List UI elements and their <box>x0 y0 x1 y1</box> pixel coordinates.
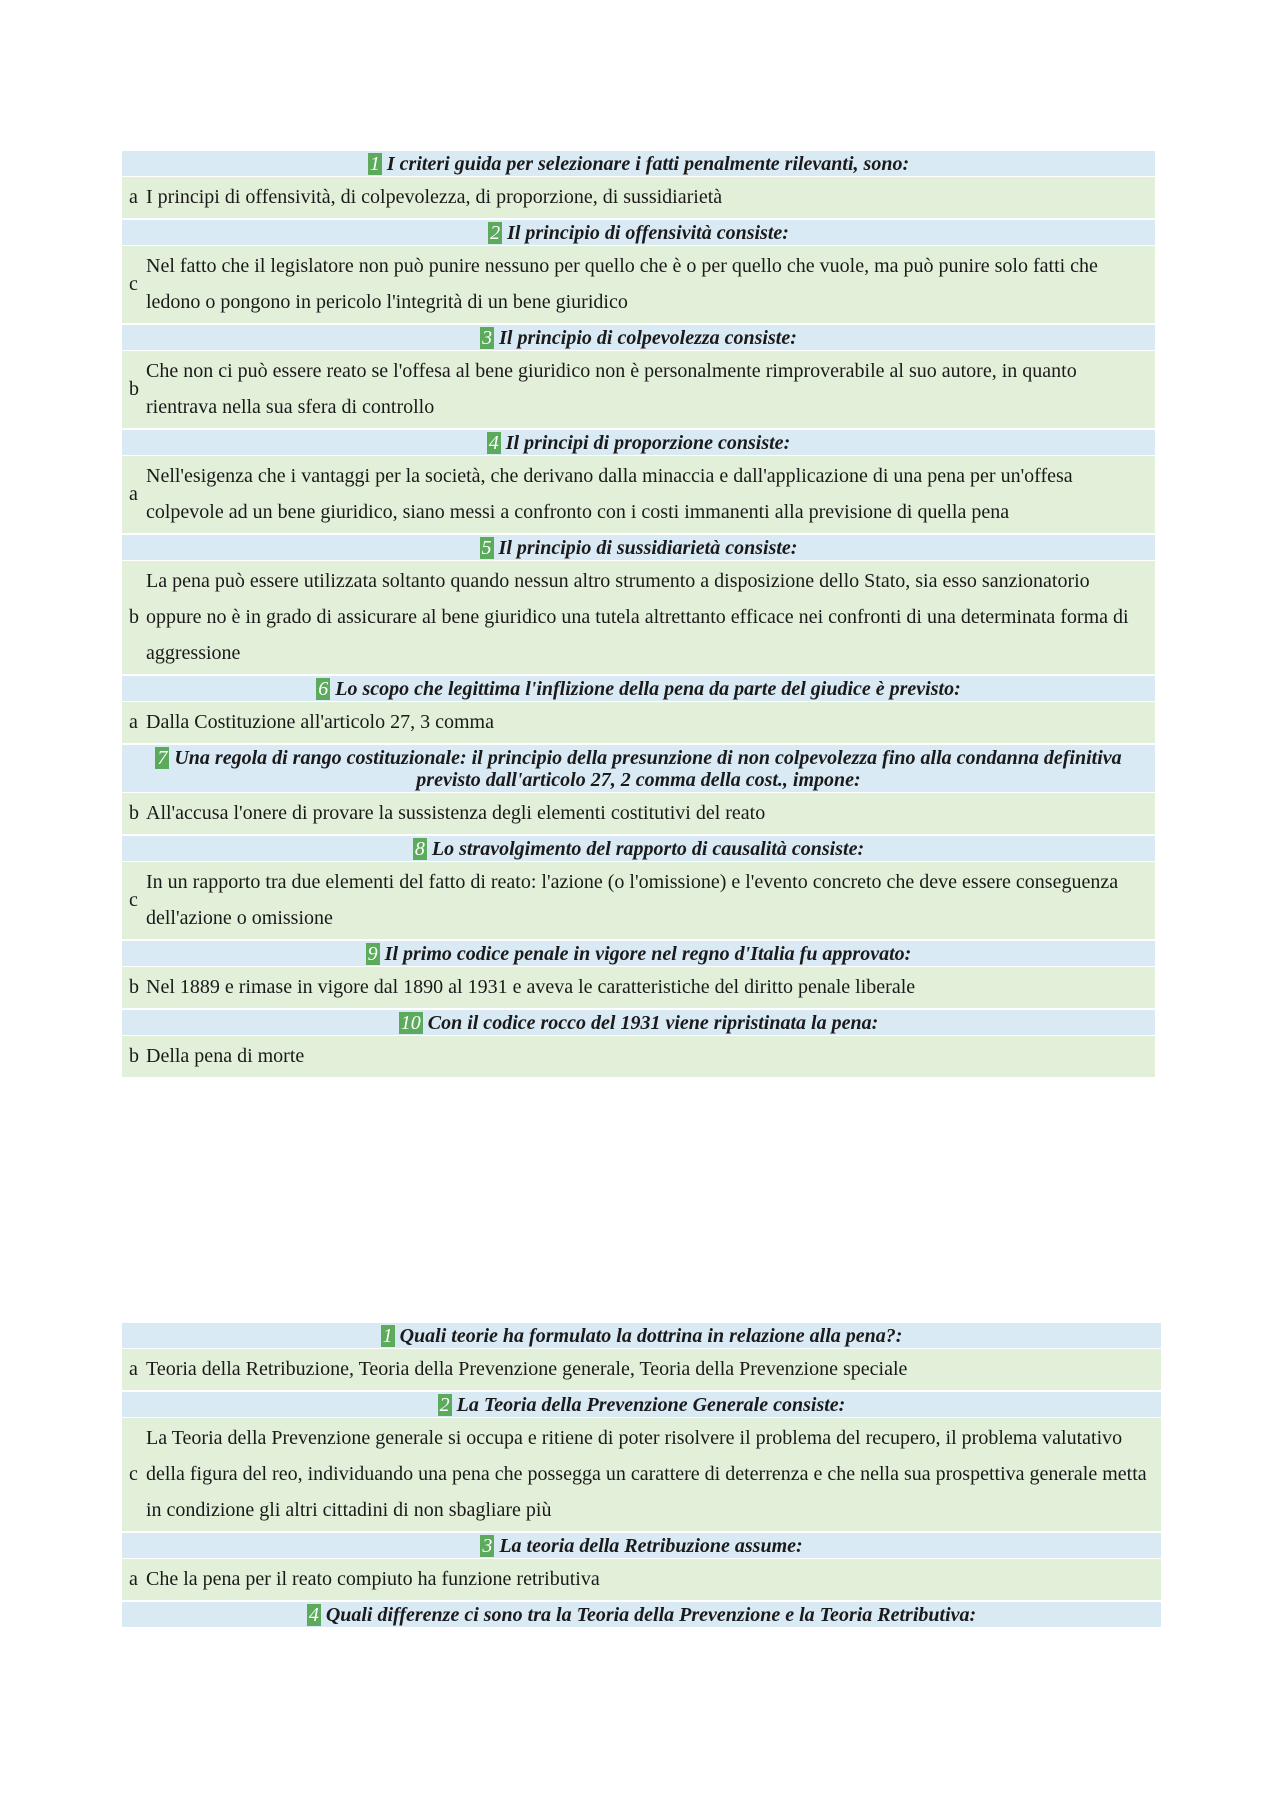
question-row <box>122 1392 1161 1418</box>
question-number: 3 <box>482 1535 493 1557</box>
question-number: 8 <box>414 838 425 860</box>
answer-text: Dalla Costituzione all'articolo 27, 3 comma <box>146 711 494 733</box>
question-text: Lo stravolgimento del rapporto di causalità consiste: <box>431 838 865 860</box>
answer-row <box>122 351 1155 430</box>
answer-text: Nell'esigenza che i vantaggi per la società, che derivano dalla minaccia e dall'applicazione di una pena per un'offesa colpevole ad un bene giuridico, siano messi a confronto con i costi immanenti alla previsione di quella pena <box>146 465 1073 523</box>
question-text: Con il codice rocco del 1931 viene ripristinata la pena: <box>427 1012 879 1034</box>
question-text: Il principio di sussidiarietà consiste: <box>498 537 798 559</box>
answer-text: Teoria della Retribuzione, Teoria della Prevenzione generale, Teoria della Prevenzione speciale <box>146 1358 908 1380</box>
question-row <box>122 676 1155 702</box>
question-row <box>122 1323 1161 1349</box>
answer-row <box>122 1418 1161 1533</box>
question-text: Quali differenze ci sono tra la Teoria della Prevenzione e la Teoria Retributiva: <box>325 1604 977 1626</box>
question-text: Quali teorie ha formulato la dottrina in relazione alla pena?: <box>399 1325 903 1347</box>
quiz-section-2 <box>122 1323 1161 1628</box>
answer-text: Che non ci può essere reato se l'offesa al bene giuridico non è personalmente rimproverabile al suo autore, in quanto rientrava nella sua sfera di controllo <box>146 360 1077 418</box>
answer-text: Nel fatto che il legislatore non può punire nessuno per quello che è o per quello che vuole, ma può punire solo fatti che ledono o pongono in pericolo l'integrità di un bene giuridico <box>146 255 1098 313</box>
question-row <box>122 535 1155 561</box>
answer-text: I principi di offensività, di colpevolezza, di proporzione, di sussidiarietà <box>146 186 723 208</box>
answer-letter: b <box>129 802 139 824</box>
answer-row <box>122 1559 1161 1602</box>
question-number: 3 <box>482 327 493 349</box>
question-text: Il principio di offensività consiste: <box>507 222 789 244</box>
answer-text: La pena può essere utilizzata soltanto quando nessun altro strumento a disposizione dello Stato, sia esso sanzionatorio oppure no è in grado di assicurare al bene giuridico una tutela altrettanto efficace nei confronti di una determinata forma di aggressione <box>146 570 1129 664</box>
answer-row <box>122 177 1155 220</box>
answer-letter: b <box>129 976 139 998</box>
question-number: 2 <box>439 1394 450 1416</box>
question-text: Il principi di proporzione consiste: <box>505 432 791 454</box>
question-text: Lo scopo che legittima l'inflizione della pena da parte del giudice è previsto: <box>335 678 961 700</box>
question-number: 7 <box>157 747 168 769</box>
question-text: Una regola di rango costituzionale: il principio della presunzione di non colpevolezza fino alla condanna definitiva previsto dall'articolo 27, 2 comma della cost., impone: <box>174 747 1122 791</box>
answer-letter: b <box>129 606 139 628</box>
question-text: I criteri guida per selezionare i fatti penalmente rilevanti, sono: <box>386 153 910 175</box>
answer-row <box>122 246 1155 325</box>
answer-row <box>122 561 1155 676</box>
answer-letter: a <box>129 186 138 208</box>
question-number: 1 <box>369 153 380 175</box>
question-number: 10 <box>400 1012 421 1034</box>
question-number: 4 <box>488 432 499 454</box>
answer-text: All'accusa l'onere di provare la sussistenza degli elementi costitutivi del reato <box>146 802 766 824</box>
question-row <box>122 220 1155 246</box>
answer-text: La Teoria della Prevenzione generale si occupa e ritiene di poter risolvere il problema del recupero, il problema valutativo della figura del reo, individuando una pena che possegga un carattere di deterrenza e che nella sua prospettiva generale metta in condizione gli altri cittadini di non sbagliare più <box>146 1427 1147 1521</box>
answer-letter: c <box>129 889 138 911</box>
answer-letter: a <box>129 1568 138 1590</box>
answer-letter: c <box>129 273 138 295</box>
question-row <box>122 151 1155 177</box>
answer-row <box>122 456 1155 535</box>
question-text: Il primo codice penale in vigore nel regno d'Italia fu approvato: <box>384 943 912 965</box>
answer-text: Della pena di morte <box>146 1045 305 1067</box>
question-row <box>122 1533 1161 1559</box>
answer-text: Nel 1889 e rimase in vigore dal 1890 al 1931 e aveva le caratteristiche del diritto penale liberale <box>146 976 916 998</box>
answer-letter: b <box>129 1045 139 1067</box>
question-number: 2 <box>490 222 501 244</box>
question-number: 5 <box>481 537 492 559</box>
answer-letter: a <box>129 711 138 733</box>
question-row <box>122 1602 1161 1628</box>
question-number: 9 <box>367 943 378 965</box>
answer-row <box>122 702 1155 745</box>
question-row <box>122 1010 1155 1036</box>
question-number: 4 <box>308 1604 319 1626</box>
answer-text: In un rapporto tra due elementi del fatto di reato: l'azione (o l'omissione) e l'evento concreto che deve essere conseguenza dell'azione o omissione <box>146 871 1119 929</box>
question-text: La Teoria della Prevenzione Generale consiste: <box>456 1394 846 1416</box>
question-number: 1 <box>382 1325 393 1347</box>
question-row <box>122 430 1155 456</box>
answer-letter: a <box>129 1358 138 1380</box>
question-number: 6 <box>318 678 329 700</box>
question-row <box>122 325 1155 351</box>
quiz-section-1 <box>122 151 1155 1079</box>
answer-row <box>122 967 1155 1010</box>
question-text: Il principio di colpevolezza consiste: <box>499 327 797 349</box>
answer-row <box>122 1036 1155 1079</box>
question-row <box>122 941 1155 967</box>
answer-letter: c <box>129 1463 138 1485</box>
question-row <box>122 836 1155 862</box>
answer-row <box>122 1349 1161 1392</box>
answer-letter: b <box>129 378 139 400</box>
answer-text: Che la pena per il reato compiuto ha funzione retributiva <box>146 1568 600 1590</box>
question-text: La teoria della Retribuzione assume: <box>499 1535 803 1557</box>
answer-row <box>122 862 1155 941</box>
question-row <box>122 745 1155 793</box>
answer-row <box>122 793 1155 836</box>
answer-letter: a <box>129 483 138 505</box>
